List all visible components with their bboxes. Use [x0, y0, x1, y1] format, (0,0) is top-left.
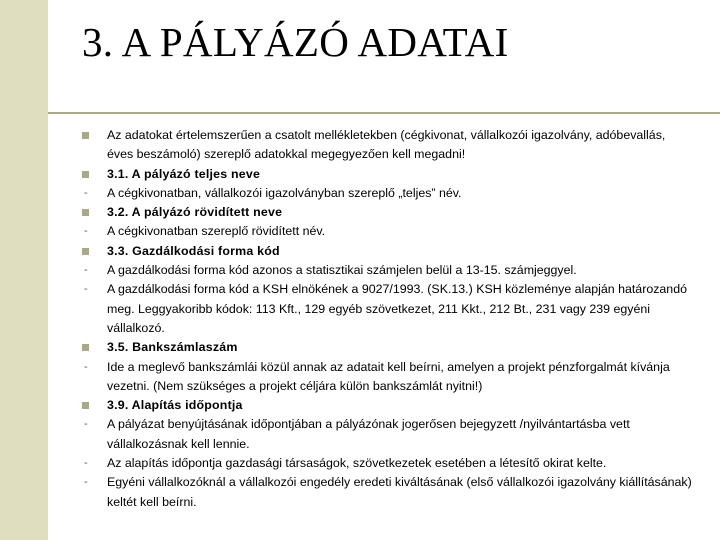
slide-title: 3. A PÁLYÁZÓ ADATAI: [82, 19, 509, 65]
dash-bullet-icon: -: [84, 476, 88, 489]
item-text: A pályázat benyújtásának időpontjában a pályázónak jogerősen bejegyzett /nyilvántartásba vett vállalkozásnak kell lennie.: [107, 417, 630, 451]
dash-item: [82, 454, 692, 473]
item-text: A cégkivonatban szereplő rövidített név.: [107, 224, 326, 239]
left-decorative-bar: [0, 0, 48, 540]
dash-bullet-icon: -: [84, 225, 88, 238]
dash-bullet-icon: -: [84, 283, 88, 296]
item-text: Az adatokat értelemszerűen a csatolt mellékletekben (cégkivonat, vállalkozói igazolvány, adóbevallás, éves beszámoló) szereplő adatokkal megegyezően kell megadni!: [107, 128, 666, 162]
dash-bullet-icon: -: [84, 457, 88, 470]
item-text: 3.3. Gazdálkodási forma kód: [107, 243, 280, 258]
dash-item: [82, 222, 692, 241]
item-text: 3.9. Alapítás időpontja: [107, 398, 243, 413]
item-text: 3.1. A pályázó teljes neve: [107, 166, 261, 181]
item-text: 3.2. A pályázó rövidített neve: [107, 205, 283, 220]
square-bullet-icon: [82, 209, 89, 216]
dash-bullet-icon: -: [84, 264, 88, 277]
section-heading: [82, 203, 692, 222]
section-heading: [82, 396, 692, 415]
square-bullet-icon: [82, 402, 89, 409]
dash-item: [82, 280, 692, 338]
dash-item: [82, 358, 692, 397]
square-bullet-icon: [82, 248, 89, 255]
item-text: A cégkivonatban, vállalkozói igazolványban szereplő „teljes” név.: [107, 185, 462, 200]
square-bullet-icon: [82, 132, 89, 139]
dash-bullet-icon: -: [84, 360, 88, 373]
square-bullet-icon: [82, 171, 89, 178]
item-text: 3.5. Bankszámlaszám: [107, 340, 238, 355]
item-text: A gazdálkodási forma kód a KSH elnökének a 9027/1993. (SK.13.) KSH közleménye alapján határozandó meg. Leggyakoribb kódok: 113 Kft., 129 egyéb szövetkezet, 211 Kkt., 212 Bt., 231 vagy 239 egyéni vállalkozó.: [107, 282, 687, 335]
item-text: Ide a meglevő bankszámlái közül annak az adatait kell beírni, amelyen a projekt pénzforgalmát kívánja vezetni. (Nem szükséges a projekt céljára külön bankszámlát nyitni!): [107, 359, 670, 393]
item-text: Egyéni vállalkozóknál a vállalkozói engedély eredeti kiváltásának (első vállalkozói igazolvány kiállításának) keltét kell beírni.: [107, 475, 692, 509]
dash-item: [82, 415, 692, 454]
dash-item: [82, 261, 692, 280]
item-text: A gazdálkodási forma kód azonos a statisztikai számjelen belül a 13-15. számjeggyel.: [107, 263, 577, 278]
section-heading: [82, 338, 692, 357]
dash-bullet-icon: -: [84, 186, 88, 199]
content-list: [82, 126, 692, 512]
square-bullet-icon: [82, 344, 89, 351]
title-divider: [48, 112, 720, 114]
bullet-item: [82, 126, 692, 165]
item-text: Az alapítás időpontja gazdasági társaságok, szövetkezetek esetében a létesítő okirat kelte.: [107, 456, 607, 471]
section-heading: [82, 165, 692, 184]
dash-item: [82, 184, 692, 203]
section-heading: [82, 242, 692, 261]
dash-item: [82, 473, 692, 512]
dash-bullet-icon: -: [84, 418, 88, 431]
